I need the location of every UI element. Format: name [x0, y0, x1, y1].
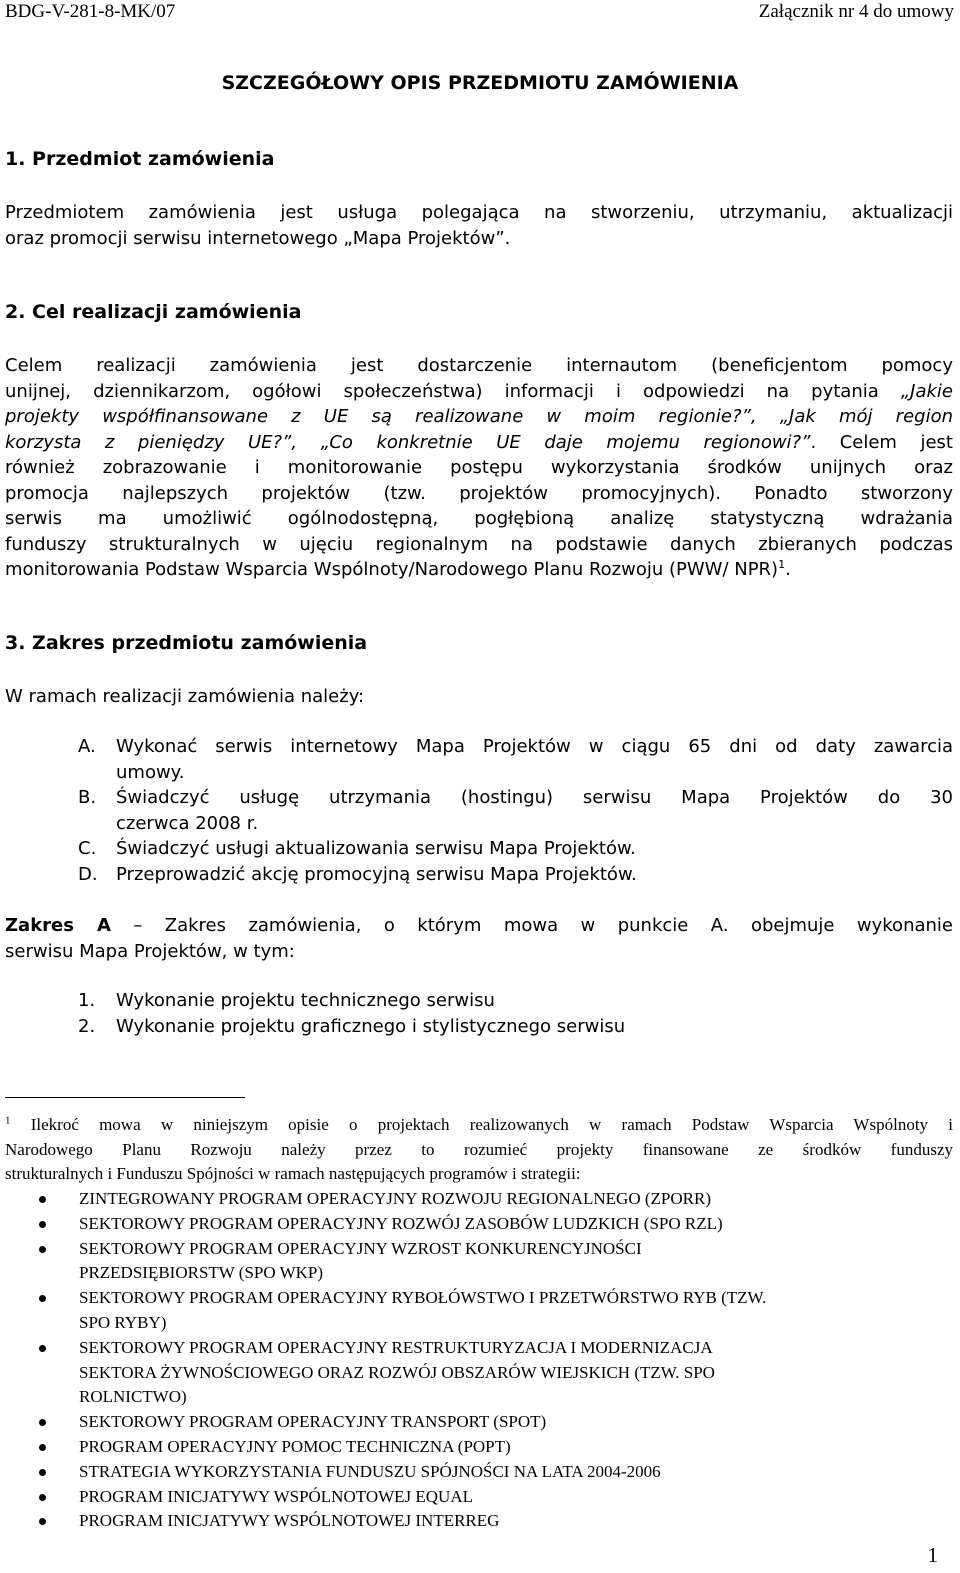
text-fragment: monitorowania Podstaw Wsparcia Wspólnoty/Narodowego Planu Rozwoju (PWW/ NPR): [5, 559, 779, 580]
list-item: [78, 988, 953, 1014]
program-item: [35, 1509, 935, 1534]
section-3-heading: 3. Zakres przedmiotu zamówienia: [5, 632, 368, 654]
program-name: ROLNICTWO): [79, 1387, 187, 1407]
list-item-text: Wykonać serwis internetowy Mapa Projektów w ciągu 65 dni od daty zawarcia: [116, 736, 953, 757]
zakres-a-label: Zakres A: [5, 915, 111, 936]
program-item: [35, 1336, 935, 1410]
program-item: [35, 1485, 935, 1510]
list-marker: C.: [78, 838, 97, 859]
zakres-a-sublist: [78, 988, 953, 1039]
list-item: [78, 1014, 953, 1040]
list-item-text: czerwca 2008 r.: [116, 812, 259, 834]
program-name: SEKTOROWY PROGRAM OPERACYJNY WZROST KONKURENCYJNOŚCI: [79, 1238, 642, 1258]
program-item: [35, 1460, 935, 1485]
footnote: [5, 1113, 953, 1187]
document-reference: BDG-V-281-8-MK/07: [5, 1, 176, 22]
program-name: SEKTOROWY PROGRAM OPERACYJNY ROZWÓJ ZASOBÓW LUDZKICH (SPO RZL): [79, 1213, 723, 1233]
list-item: [78, 734, 953, 785]
text-line: funduszy strukturalnych w ujęciu regionalnym na podstawie danych zbieranych podczas: [5, 533, 953, 555]
italic-question: korzysta z pieniędzy UE?”, „Co konkretnie UE daje mojemu regionowi?”: [5, 431, 811, 453]
page-number: 1: [927, 1543, 938, 1567]
list-marker: 2.: [78, 1015, 96, 1037]
list-item: [78, 785, 953, 836]
program-name: SEKTOROWY PROGRAM OPERACYJNY RESTRUKTURYZACJA I MODERNIZACJA: [79, 1337, 713, 1357]
program-name: SEKTOROWY PROGRAM OPERACYJNY RYBOŁÓWSTWO I PRZETWÓRSTWO RYB (TZW.: [79, 1288, 767, 1308]
section-1-heading: 1. Przedmiot zamówienia: [5, 148, 275, 170]
program-item: [35, 1410, 935, 1435]
page-header: [0, 0, 960, 26]
program-name: SEKTOROWY PROGRAM OPERACYJNY TRANSPORT (SPOT): [79, 1412, 547, 1432]
list-marker: B.: [78, 787, 97, 808]
bullet-icon: [39, 1469, 46, 1476]
program-item: [35, 1286, 935, 1336]
text-fragment: .: [785, 559, 791, 580]
document-title: SZCZEGÓŁOWY OPIS PRZEDMIOTU ZAMÓWIENIA: [221, 72, 739, 94]
footnote-line: Narodowego Planu Rozwoju należy przez to rozumieć projekty finansowane ze środków funduszy: [5, 1139, 953, 1159]
bullet-icon: [39, 1221, 46, 1228]
section-1-paragraph: [5, 200, 953, 251]
list-item: [78, 836, 953, 862]
text-fragment: unijnej, dziennikarzom, ogółowi społeczeństwa) informacji i odpowiedzi na pytania: [5, 380, 901, 402]
bullet-icon: [39, 1246, 46, 1253]
text-line: serwisu Mapa Projektów, w tym:: [5, 940, 295, 962]
text-line: serwis ma umożliwić ogólnodostępną, pogłębioną analizę statystyczną wdrażania: [5, 508, 953, 529]
bullet-icon: [39, 1196, 46, 1203]
program-name: SEKTORA ŻYWNOŚCIOWEGO ORAZ ROZWÓJ OBSZARÓW WIEJSKICH (TZW. SPO: [79, 1362, 715, 1382]
text-line: również zobrazowanie i monitorowanie postępu wykorzystania środków unijnych oraz: [5, 457, 953, 478]
program-name: ZINTEGROWANY PROGRAM OPERACYJNY ROZWOJU REGIONALNEGO (ZPORR): [79, 1189, 711, 1208]
program-item: [35, 1212, 935, 1237]
footnote-line: strukturalnych i Funduszu Spójności w ramach następujących programów i strategii:: [5, 1164, 581, 1183]
section-2-paragraph: [5, 353, 953, 583]
bullet-icon: [39, 1494, 46, 1501]
program-name: PROGRAM INICJATYWY WSPÓLNOTOWEJ INTERREG: [79, 1511, 500, 1531]
section-3-intro: [5, 684, 953, 710]
text-fragment: . Celem jest: [810, 431, 953, 453]
program-name: PROGRAM INICJATYWY WSPÓLNOTOWEJ EQUAL: [79, 1486, 473, 1506]
bullet-icon: [39, 1444, 46, 1451]
text-line: [5, 913, 953, 939]
program-list: [35, 1187, 935, 1534]
text-line: [5, 379, 953, 405]
section-2-heading: 2. Cel realizacji zamówienia: [5, 301, 302, 323]
program-item: [35, 1237, 935, 1287]
program-name: SPO RYBY): [79, 1312, 167, 1332]
list-item-text: Wykonanie projektu graficznego i stylistycznego serwisu: [116, 1015, 626, 1037]
list-item-text: Przeprowadzić akcję promocyjną serwisu Mapa Projektów.: [116, 863, 637, 885]
zakres-a-paragraph: [5, 913, 953, 964]
italic-question: „Jakie: [900, 380, 953, 402]
bullet-icon: [39, 1345, 46, 1352]
list-marker: 1.: [78, 990, 96, 1011]
list-item-text: Świadczyć usługę utrzymania (hostingu) serwisu Mapa Projektów do 30: [116, 787, 953, 808]
program-item: [35, 1435, 935, 1460]
bullet-icon: [39, 1518, 46, 1525]
list-item: [78, 862, 953, 888]
program-name: PROGRAM OPERACYJNY POMOC TECHNICZNA (POPT): [79, 1436, 511, 1456]
footnote-line: [5, 1113, 953, 1138]
list-marker: A.: [78, 736, 96, 757]
list-item-text: Świadczyć usługi aktualizowania serwisu Mapa Projektów.: [116, 838, 636, 859]
scope-list: [78, 734, 953, 887]
text-line: Przedmiotem zamówienia jest usługa polegająca na stworzeniu, utrzymaniu, aktualizacji: [5, 202, 953, 223]
list-item-text: Wykonanie projektu technicznego serwisu: [116, 990, 495, 1011]
text-line: promocja najlepszych projektów (tzw. projektów promocyjnych). Ponadto stworzony: [5, 482, 953, 504]
bullet-icon: [39, 1419, 46, 1426]
bullet-icon: [39, 1295, 46, 1302]
text-fragment: Ilekroć mowa w niniejszym opisie o projektach realizowanych w ramach Podstaw Wsparcia Wspólnoty i: [10, 1115, 953, 1134]
list-item-text: umowy.: [116, 761, 185, 783]
program-name: STRATEGIA WYKORZYSTANIA FUNDUSZU SPÓJNOŚCI NA LATA 2004-2006: [79, 1461, 661, 1481]
italic-question: projekty współfinansowane z UE są realizowane w moim regionie?”, „Jak mój region: [5, 406, 953, 427]
list-marker: D.: [78, 863, 98, 885]
program-name: PRZEDSIĘBIORSTW (SPO WKP): [79, 1263, 324, 1283]
text-line: Celem realizacji zamówienia jest dostarczenie internautom (beneficjentom pomocy: [5, 355, 953, 376]
footnote-separator: [5, 1097, 245, 1098]
attachment-label: Załącznik nr 4 do umowy: [758, 1, 954, 22]
text-fragment: – Zakres zamówienia, o którym mowa w punkcie A. obejmuje wykonanie: [110, 915, 953, 936]
text-line: [5, 557, 953, 583]
footnote-mark: 1: [5, 1114, 11, 1127]
text-line: [5, 430, 953, 456]
footnote-reference[interactable]: 1: [778, 558, 786, 571]
text-line: W ramach realizacji zamówienia należy:: [5, 686, 365, 707]
text-line: oraz promocji serwisu internetowego „Mapa Projektów”.: [5, 227, 511, 249]
program-item: [35, 1187, 935, 1212]
